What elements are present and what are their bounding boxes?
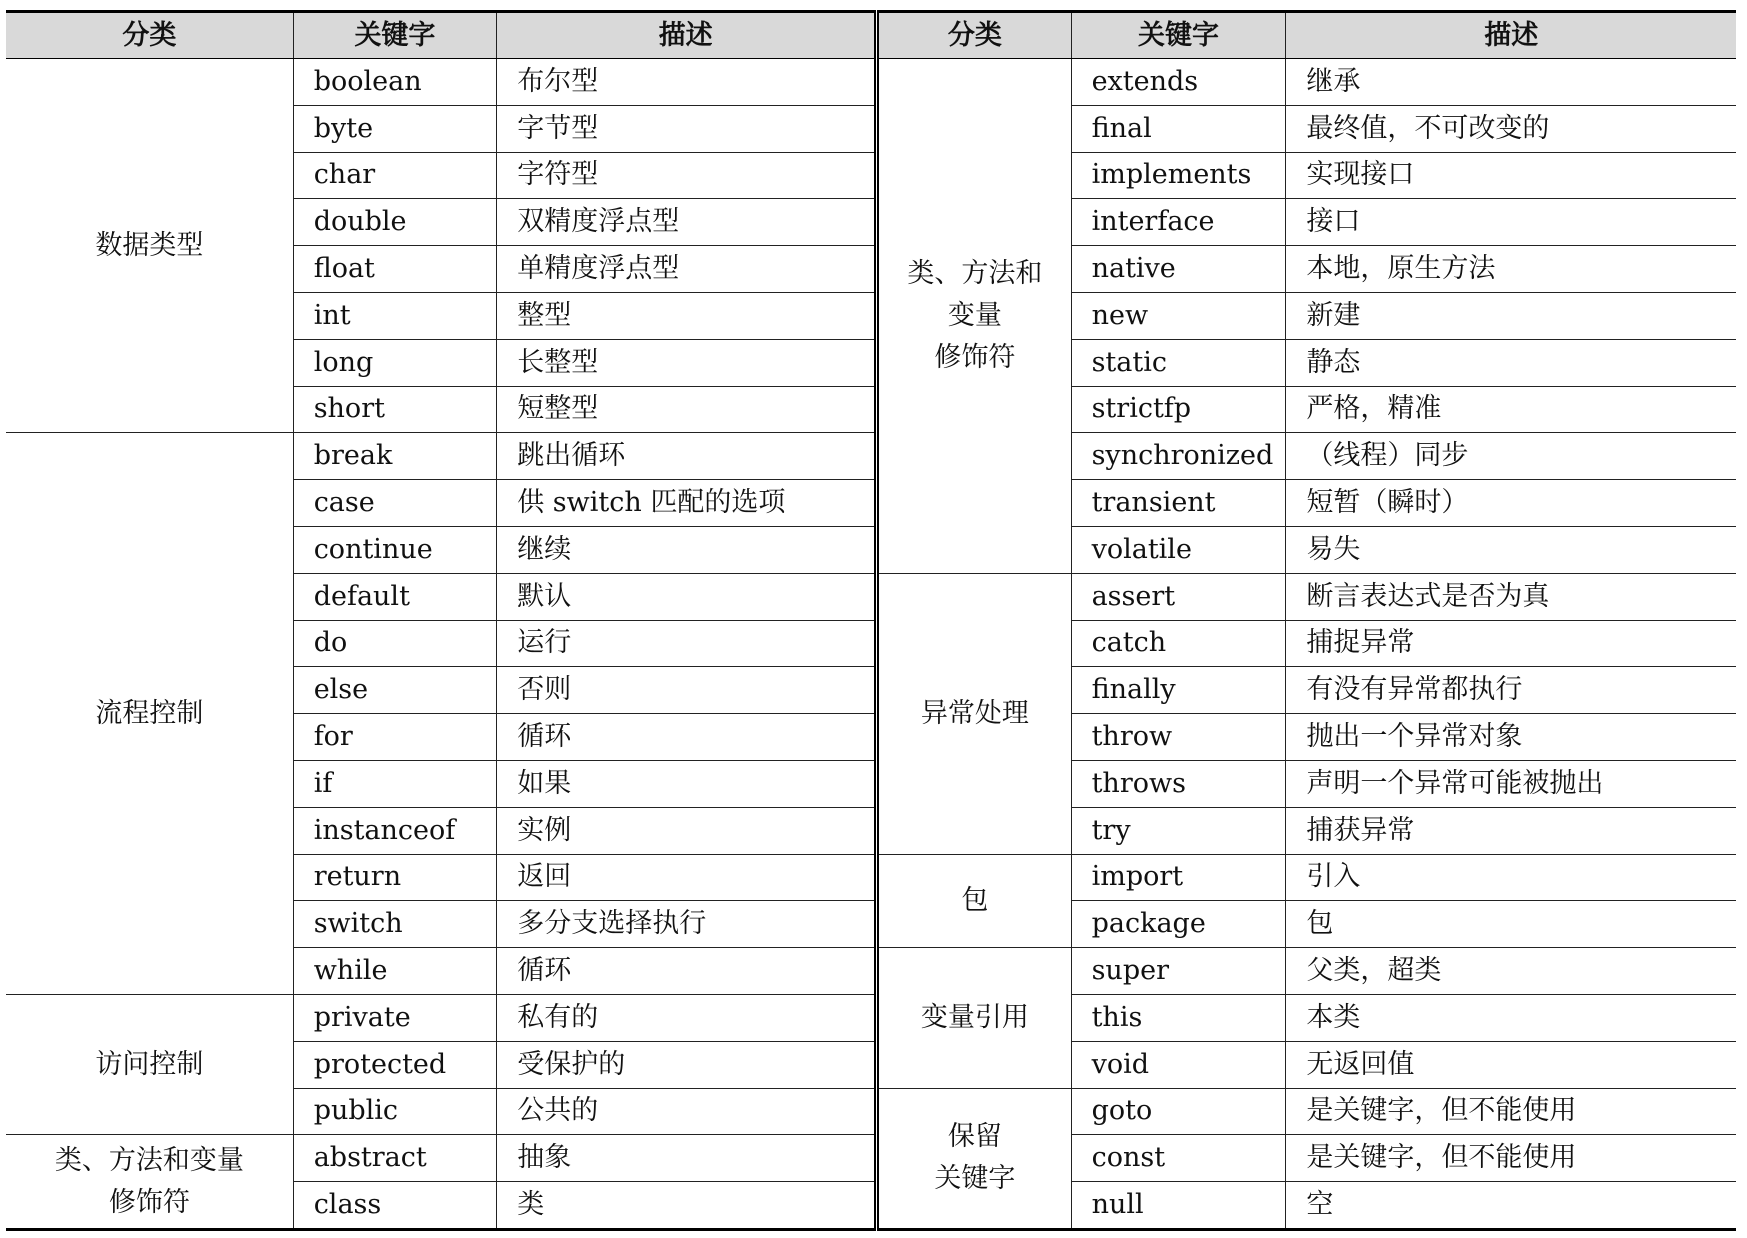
description-cell: 类 bbox=[497, 1182, 877, 1230]
keyword-cell: throw bbox=[1071, 714, 1286, 761]
keyword-cell: new bbox=[1071, 292, 1286, 339]
description-cell: 布尔型 bbox=[497, 59, 877, 106]
keyword-cell: break bbox=[293, 433, 497, 480]
category-label: 变量引用 bbox=[920, 1001, 1029, 1033]
keyword-cell: import bbox=[1071, 854, 1286, 901]
left-category-cell bbox=[6, 994, 293, 1134]
keyword-cell: throws bbox=[1071, 760, 1286, 807]
category-label: 数据类型 bbox=[95, 229, 204, 261]
description-cell: 运行 bbox=[497, 620, 877, 667]
description-cell: 无返回值 bbox=[1286, 1041, 1736, 1088]
description-cell: 继承 bbox=[1286, 59, 1736, 106]
keyword-cell: return bbox=[293, 854, 497, 901]
keyword-cell: final bbox=[1071, 105, 1286, 152]
keyword-table-document bbox=[6, 10, 1736, 1231]
category-label: 包 bbox=[961, 884, 989, 916]
keyword-cell: native bbox=[1071, 246, 1286, 293]
description-cell: 循环 bbox=[497, 948, 877, 995]
keyword-cell: try bbox=[1071, 807, 1286, 854]
description-cell: 有没有异常都执行 bbox=[1286, 667, 1736, 714]
table-row bbox=[6, 59, 1736, 106]
description-cell: （线程）同步 bbox=[1286, 433, 1736, 480]
description-cell: 长整型 bbox=[497, 339, 877, 386]
left-category-cell bbox=[6, 433, 293, 995]
keyword-cell: synchronized bbox=[1071, 433, 1286, 480]
category-label: 异常处理 bbox=[920, 697, 1029, 729]
keyword-cell: byte bbox=[293, 105, 497, 152]
description-cell: 断言表达式是否为真 bbox=[1286, 573, 1736, 620]
keyword-cell: interface bbox=[1071, 199, 1286, 246]
description-cell: 单精度浮点型 bbox=[497, 246, 877, 293]
keyword-cell: instanceof bbox=[293, 807, 497, 854]
keyword-cell: null bbox=[1071, 1182, 1286, 1230]
keyword-cell: finally bbox=[1071, 667, 1286, 714]
description-cell: 供 switch 匹配的选项 bbox=[497, 480, 877, 527]
description-cell: 短整型 bbox=[497, 386, 877, 433]
description-cell: 空 bbox=[1286, 1182, 1736, 1230]
description-cell: 严格，精准 bbox=[1286, 386, 1736, 433]
keyword-cell: super bbox=[1071, 948, 1286, 995]
category-label-line: 类、方法和 bbox=[907, 257, 1043, 289]
right-category-cell bbox=[877, 59, 1071, 574]
keyword-cell: while bbox=[293, 948, 497, 995]
keyword-cell: char bbox=[293, 152, 497, 199]
description-cell: 公共的 bbox=[497, 1088, 877, 1135]
keyword-cell: extends bbox=[1071, 59, 1286, 106]
table-body bbox=[6, 59, 1736, 1230]
keyword-cell: short bbox=[293, 386, 497, 433]
header-category-right: 分类 bbox=[877, 12, 1071, 59]
keyword-cell: package bbox=[1071, 901, 1286, 948]
description-cell: 受保护的 bbox=[497, 1041, 877, 1088]
description-cell: 是关键字，但不能使用 bbox=[1286, 1088, 1736, 1135]
description-cell: 新建 bbox=[1286, 292, 1736, 339]
description-cell: 实现接口 bbox=[1286, 152, 1736, 199]
description-cell: 声明一个异常可能被抛出 bbox=[1286, 760, 1736, 807]
description-cell: 父类，超类 bbox=[1286, 948, 1736, 995]
java-keywords-table bbox=[6, 10, 1736, 1231]
header-description-left: 描述 bbox=[497, 12, 877, 59]
left-category-cell bbox=[6, 1135, 293, 1230]
keyword-cell: static bbox=[1071, 339, 1286, 386]
keyword-cell: boolean bbox=[293, 59, 497, 106]
description-cell: 引入 bbox=[1286, 854, 1736, 901]
header-description-right: 描述 bbox=[1286, 12, 1736, 59]
keyword-cell: transient bbox=[1071, 480, 1286, 527]
description-cell: 本地，原生方法 bbox=[1286, 246, 1736, 293]
description-cell: 继续 bbox=[497, 526, 877, 573]
keyword-cell: abstract bbox=[293, 1135, 497, 1182]
description-cell: 是关键字，但不能使用 bbox=[1286, 1135, 1736, 1182]
keyword-cell: for bbox=[293, 714, 497, 761]
category-label-line: 关键字 bbox=[934, 1163, 1016, 1195]
category-label: 流程控制 bbox=[95, 697, 204, 729]
description-cell: 最终值，不可改变的 bbox=[1286, 105, 1736, 152]
table-row bbox=[6, 994, 1736, 1041]
keyword-cell: public bbox=[293, 1088, 497, 1135]
keyword-cell: const bbox=[1071, 1135, 1286, 1182]
keyword-cell: switch bbox=[293, 901, 497, 948]
keyword-cell: double bbox=[293, 199, 497, 246]
description-cell: 本类 bbox=[1286, 994, 1736, 1041]
keyword-cell: catch bbox=[1071, 620, 1286, 667]
description-cell: 捕捉异常 bbox=[1286, 620, 1736, 667]
description-cell: 双精度浮点型 bbox=[497, 199, 877, 246]
keyword-cell: class bbox=[293, 1182, 497, 1230]
keyword-cell: goto bbox=[1071, 1088, 1286, 1135]
description-cell: 否则 bbox=[497, 667, 877, 714]
keyword-cell: protected bbox=[293, 1041, 497, 1088]
category-label-line: 保留 bbox=[947, 1121, 1002, 1153]
category-label-line: 变量 bbox=[947, 299, 1002, 331]
header-row bbox=[6, 12, 1736, 59]
keyword-cell: volatile bbox=[1071, 526, 1286, 573]
description-cell: 默认 bbox=[497, 573, 877, 620]
description-cell: 静态 bbox=[1286, 339, 1736, 386]
description-cell: 短暂（瞬时） bbox=[1286, 480, 1736, 527]
keyword-cell: private bbox=[293, 994, 497, 1041]
table-row bbox=[6, 433, 1736, 480]
keyword-cell: strictfp bbox=[1071, 386, 1286, 433]
keyword-cell: float bbox=[293, 246, 497, 293]
description-cell: 私有的 bbox=[497, 994, 877, 1041]
description-cell: 跳出循环 bbox=[497, 433, 877, 480]
right-category-cell bbox=[877, 1088, 1071, 1229]
keyword-cell: continue bbox=[293, 526, 497, 573]
description-cell: 接口 bbox=[1286, 199, 1736, 246]
keyword-cell: if bbox=[293, 760, 497, 807]
category-label: 访问控制 bbox=[95, 1048, 204, 1080]
keyword-cell: default bbox=[293, 573, 497, 620]
description-cell: 抛出一个异常对象 bbox=[1286, 714, 1736, 761]
keyword-cell: long bbox=[293, 339, 497, 386]
header-category-left: 分类 bbox=[6, 12, 293, 59]
keyword-cell: assert bbox=[1071, 573, 1286, 620]
description-cell: 字符型 bbox=[497, 152, 877, 199]
header-keyword-left: 关键字 bbox=[293, 12, 497, 59]
left-category-cell bbox=[6, 59, 293, 433]
description-cell: 字节型 bbox=[497, 105, 877, 152]
keyword-cell: else bbox=[293, 667, 497, 714]
right-category-cell bbox=[877, 854, 1071, 948]
description-cell: 易失 bbox=[1286, 526, 1736, 573]
description-cell: 捕获异常 bbox=[1286, 807, 1736, 854]
keyword-cell: case bbox=[293, 480, 497, 527]
description-cell: 循环 bbox=[497, 714, 877, 761]
keyword-cell: int bbox=[293, 292, 497, 339]
description-cell: 如果 bbox=[497, 760, 877, 807]
right-category-cell bbox=[877, 948, 1071, 1088]
keyword-cell: void bbox=[1071, 1041, 1286, 1088]
category-label-line: 修饰符 bbox=[108, 1186, 190, 1218]
description-cell: 整型 bbox=[497, 292, 877, 339]
table-row bbox=[6, 1135, 1736, 1182]
category-label-line: 修饰符 bbox=[934, 341, 1016, 373]
description-cell: 抽象 bbox=[497, 1135, 877, 1182]
header-keyword-right: 关键字 bbox=[1071, 12, 1286, 59]
description-cell: 返回 bbox=[497, 854, 877, 901]
description-cell: 多分支选择执行 bbox=[497, 901, 877, 948]
keyword-cell: implements bbox=[1071, 152, 1286, 199]
description-cell: 实例 bbox=[497, 807, 877, 854]
description-cell: 包 bbox=[1286, 901, 1736, 948]
category-label-line: 类、方法和变量 bbox=[54, 1144, 244, 1176]
keyword-cell: this bbox=[1071, 994, 1286, 1041]
right-category-cell bbox=[877, 573, 1071, 854]
keyword-cell: do bbox=[293, 620, 497, 667]
